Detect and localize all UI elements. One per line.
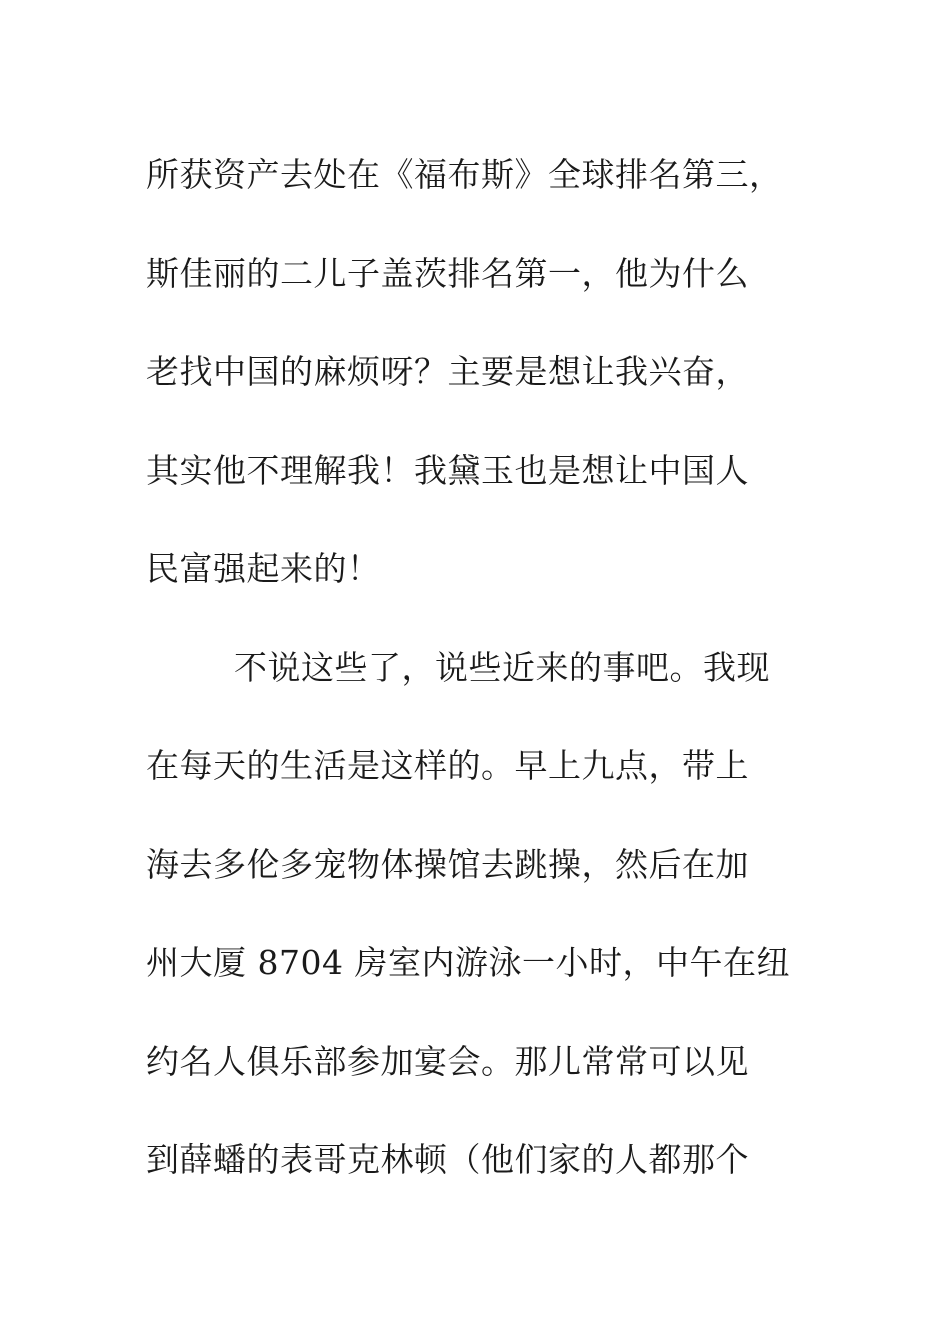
text-line: 其实他不理解我！我黛玉也是想让中国人 — [146, 450, 749, 490]
text-line: 海去多伦多宠物体操馆去跳操，然后在加 — [146, 844, 749, 884]
text-line: 所获资产去处在《福布斯》全球排名第三， — [146, 155, 783, 194]
body-text — [146, 126, 826, 1210]
paragraph-start-line: 不说这些了，说些近来的事吧。我现 — [234, 647, 770, 687]
text-line: 民富强起来的！ — [146, 549, 381, 588]
text-line: 到薛蟠的表哥克林顿（他们家的人都那个 — [146, 1140, 749, 1179]
text-line: 州大厦 8704 房室内游泳一小时，中午在纽 — [146, 943, 790, 982]
text-line: 老找中国的麻烦呀？主要是想让我兴奋， — [146, 352, 749, 391]
text-line: 在每天的生活是这样的。早上九点，带上 — [146, 746, 749, 785]
text-line: 约名人俱乐部参加宴会。那儿常常可以见 — [146, 1041, 749, 1081]
text-line: 斯佳丽的二儿子盖茨排名第一，他为什么 — [146, 253, 749, 293]
